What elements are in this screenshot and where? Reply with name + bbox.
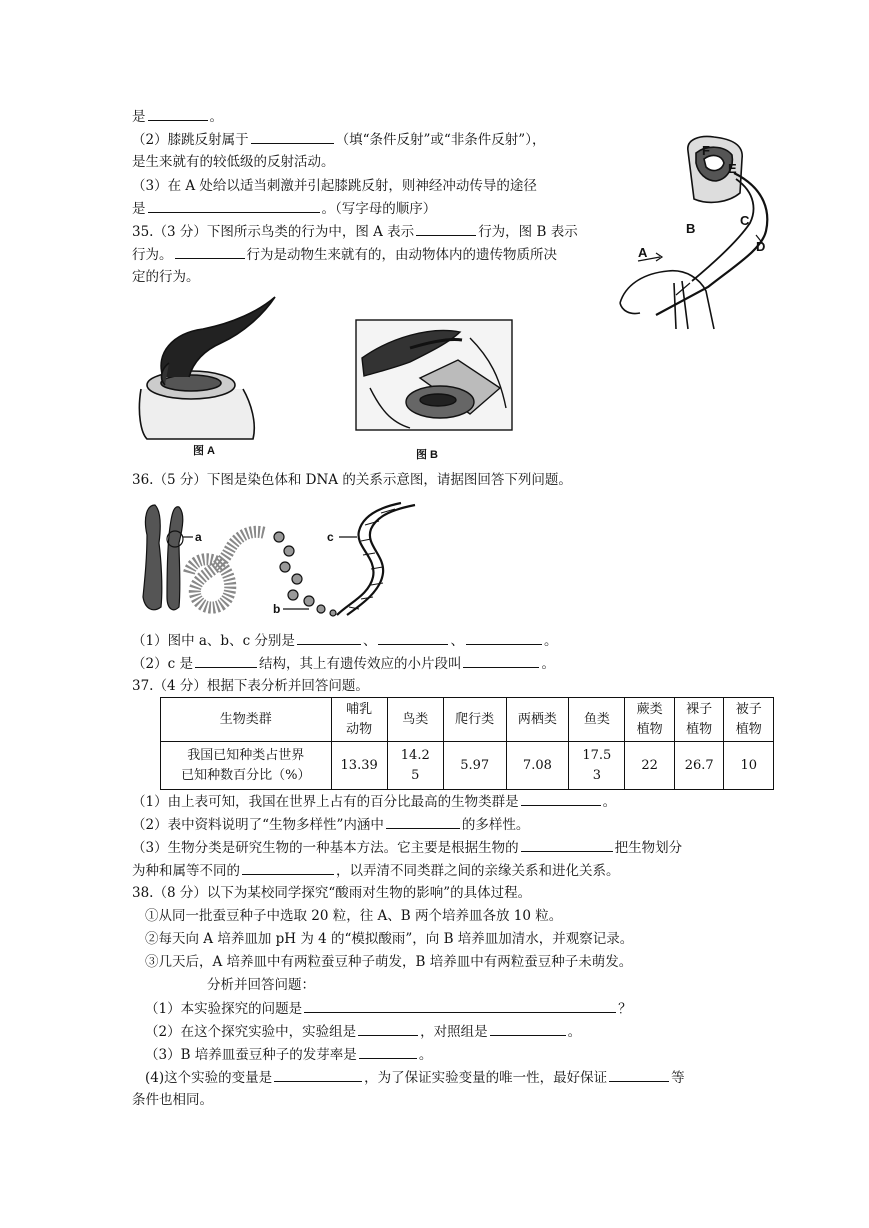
q36-line1: 36.（5 分）下图是染色体和 DNA 的关系示意图，请据图回答下列问题。 — [132, 472, 572, 488]
q34-line2: （2）膝跳反射属于 （填“条件反射”或“非条件反射”）， — [132, 132, 546, 148]
answer-blank[interactable] — [304, 999, 616, 1013]
answer-blank[interactable] — [466, 631, 542, 645]
q38-line-last: 条件也相同。 — [132, 1092, 213, 1108]
table-header-cell: 裸子 植物 — [674, 698, 724, 742]
answer-blank[interactable] — [490, 1022, 566, 1036]
chromosome-dna-figure — [133, 497, 423, 625]
q38-sub3: （3）B 培养皿蚕豆种子的发芽率是 。 — [145, 1047, 433, 1063]
label-a: A — [638, 245, 648, 260]
answer-blank[interactable] — [242, 861, 334, 875]
q35-line1: 35.（3 分）下图所示鸟类的行为中，图 A 表示 行为，图 B 表示 — [132, 224, 578, 240]
q38-step2: ②每天向 A 培养皿加 pH 为 4 的“模拟酸雨”，向 B 培养皿加清水，并观察记录。 — [145, 931, 634, 947]
bird-figure-b — [350, 318, 520, 463]
answer-blank[interactable] — [609, 1068, 669, 1082]
table-cell: 10 — [724, 742, 774, 790]
q36-sub1: （1）图中 a、b、c 分别是 、 、 。 — [132, 633, 558, 649]
answer-blank[interactable] — [378, 631, 448, 645]
q38-intro: 分析并回答问题： — [207, 977, 315, 993]
table-cell: 14.2 5 — [387, 742, 443, 790]
caption-b: 图 B — [416, 449, 438, 461]
table-row-label: 我国已知种类占世界 已知种数百分比（%） — [161, 742, 332, 790]
q37-sub1: （1）由上表可知，我国在世界上占有的百分比最高的生物类群是 。 — [132, 794, 617, 810]
q38-step3: ③几天后，A 培养皿中有两粒蚕豆种子萌发，B 培养皿中有两粒蚕豆种子未萌发。 — [145, 954, 633, 970]
answer-blank[interactable] — [274, 1068, 362, 1082]
label-b: B — [686, 221, 696, 236]
table-header-cell: 生物类群 — [161, 698, 332, 742]
q38-sub4: (4)这个实验的变量是 ，为了保证实验变量的唯一性，最好保证 等 — [145, 1070, 685, 1086]
q37-sub2: （2）表中资料说明了“生物多样性”内涵中 的多样性。 — [132, 817, 530, 833]
bird-figure-a — [133, 293, 283, 457]
answer-blank[interactable] — [521, 792, 601, 806]
q37-line1: 37.（4 分）根据下表分析并回答问题。 — [132, 678, 369, 694]
table-header-row — [161, 698, 774, 742]
table-header-cell: 鸟类 — [387, 698, 443, 742]
knee-reflex-figure — [616, 133, 786, 333]
label-c: C — [740, 213, 750, 228]
table-row — [161, 742, 774, 790]
answer-blank[interactable] — [148, 199, 320, 213]
answer-blank[interactable] — [195, 654, 257, 668]
answer-blank[interactable] — [359, 1045, 417, 1059]
q38-sub1: （1）本实验探究的问题是 ？ — [145, 1001, 632, 1017]
table-cell: 22 — [625, 742, 675, 790]
table-cell: 13.39 — [331, 742, 387, 790]
label-d: D — [756, 239, 766, 254]
answer-blank[interactable] — [148, 107, 208, 121]
biodiversity-table — [160, 697, 774, 790]
q38-sub2: （2）在这个探究实验中，实验组是 ，对照组是 。 — [145, 1024, 582, 1040]
q34-line5: 是 。（写字母的顺序） — [132, 201, 437, 217]
table-cell: 17.5 3 — [569, 742, 625, 790]
label-a: a — [195, 530, 202, 544]
answer-blank[interactable] — [521, 838, 613, 852]
table-cell: 7.08 — [506, 742, 569, 790]
answer-blank[interactable] — [416, 222, 476, 236]
table-header-cell: 鱼类 — [569, 698, 625, 742]
table-header-cell: 哺乳 动物 — [331, 698, 387, 742]
q38-step1: ①从同一批蚕豆种子中选取 20 粒，往 A、B 两个培养皿各放 10 粒。 — [145, 908, 563, 924]
answer-blank[interactable] — [175, 245, 245, 259]
table-header-cell: 蕨类 植物 — [625, 698, 675, 742]
q34-line4: （3）在 A 处给以适当刺激并引起膝跳反射，则神经冲动传导的途径 — [132, 178, 537, 194]
q37-sub3: （3）生物分类是研究生物的一种基本方法。它主要是根据生物的 把生物划分 — [132, 840, 683, 856]
q34-line1: 是 。 — [132, 109, 223, 125]
q37-sub4: 为种和属等不同的 ，以弄清不同类群之间的亲缘关系和进化关系。 — [132, 863, 620, 879]
table-header-cell: 被子 植物 — [724, 698, 774, 742]
table-cell: 5.97 — [443, 742, 506, 790]
table-header-cell: 爬行类 — [443, 698, 506, 742]
q36-sub2: （2）c 是 结构，其上有遗传效应的小片段叫 。 — [132, 656, 555, 672]
label-b: b — [273, 602, 281, 616]
q35-line3: 定的行为。 — [132, 269, 200, 285]
table-cell: 26.7 — [674, 742, 724, 790]
label-f: F — [702, 143, 710, 158]
q38-line1: 38.（8 分）以下为某校同学探究“酸雨对生物的影响”的具体过程。 — [132, 885, 532, 901]
answer-blank[interactable] — [297, 631, 361, 645]
label-e: E — [728, 161, 737, 176]
label-c: c — [327, 530, 334, 544]
q34-line3: 是生来就有的较低级的反射活动。 — [132, 154, 335, 170]
answer-blank[interactable] — [386, 815, 460, 829]
answer-blank[interactable] — [463, 654, 539, 668]
q35-line2: 行为。 行为是动物生来就有的，由动物体内的遗传物质所决 — [132, 247, 557, 263]
caption-a: 图 A — [193, 445, 215, 457]
answer-blank[interactable] — [251, 130, 334, 144]
answer-blank[interactable] — [358, 1022, 418, 1036]
table-header-cell: 两栖类 — [506, 698, 569, 742]
